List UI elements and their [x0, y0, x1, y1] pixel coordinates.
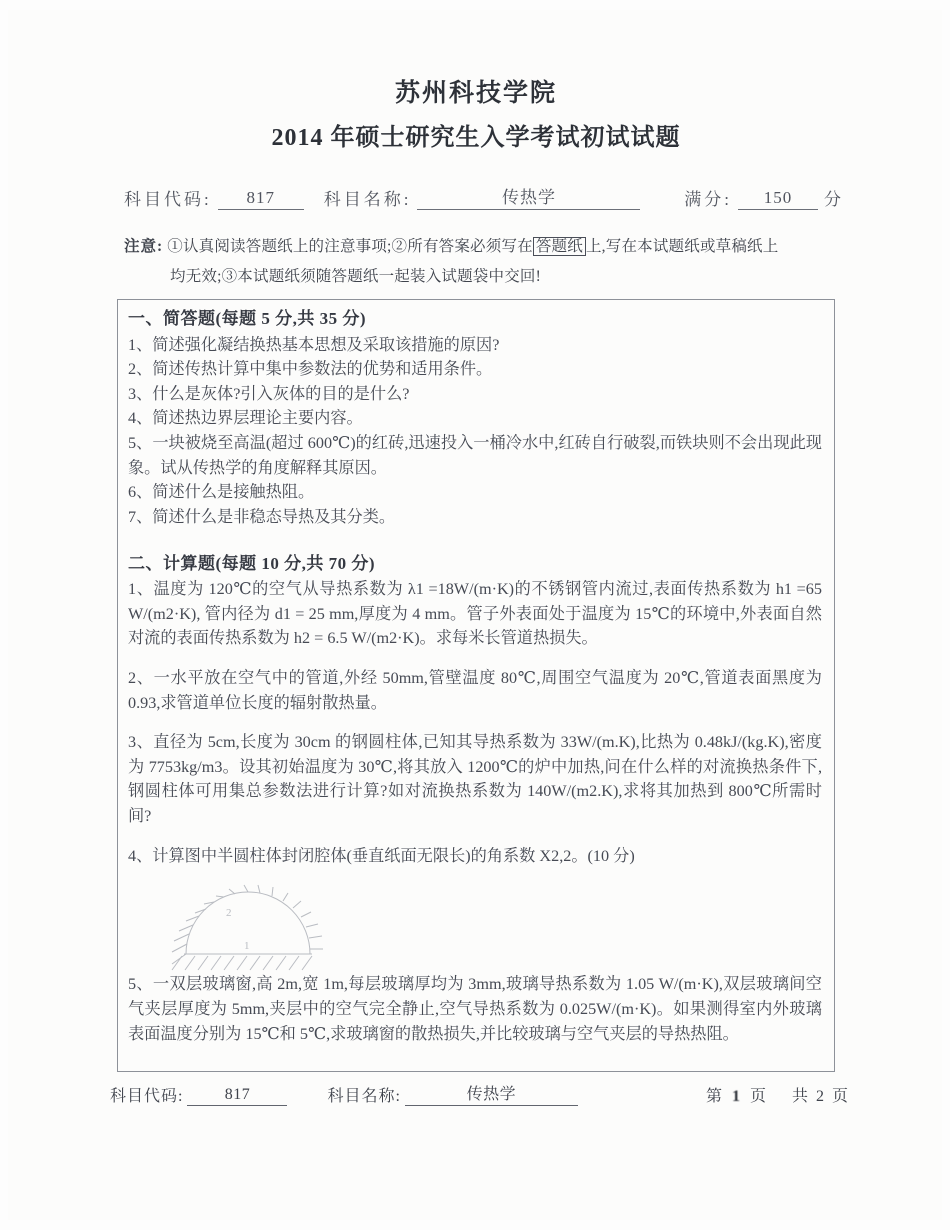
notice-line-1 — [124, 232, 836, 262]
semicircle-enclosure-figure — [148, 874, 822, 972]
section1-question-3: 3、什么是灰体?引入灰体的目的是什么? — [128, 384, 410, 403]
notice-text-b: 上,写在本试题纸或草稿纸上 — [585, 238, 779, 255]
semicircle-diagram-svg — [148, 874, 448, 972]
full-score-value: 150 — [738, 188, 818, 210]
footer-subject-code-label: 科目代码: — [110, 1088, 184, 1105]
notice-text-a: ①认真阅读答题纸上的注意事项;②所有答案必须写在 — [167, 238, 533, 255]
total-pages-indicator — [792, 1083, 850, 1106]
total-suffix: 页 — [831, 1088, 850, 1105]
subject-info-line — [124, 182, 844, 210]
section2-question-1: 1、温度为 120℃的空气从导热系数为 λ1 =18W/(m·K)的不锈钢管内流过,表面传热系数为 h1 =65 W/(m2·K), 管内径为 d1 = 25 mm,厚度为 4 mm。管子外表面处于温度为 15℃的环境中,外表面自然对流的表面传热系数为 h2 = 6.5 W/(m2·K)。求每米长管道热损失。 — [128, 580, 822, 648]
total-prefix: 共 — [791, 1088, 810, 1105]
section1-question-7: 7、简述什么是非稳态导热及其分类。 — [128, 507, 396, 526]
section2-question-4: 4、计算图中半圆柱体封闭腔体(垂直纸面无限长)的角系数 X2,2。(10 分) — [128, 846, 635, 865]
full-score-unit: 分 — [824, 190, 844, 209]
notice-label: 注意: — [124, 238, 164, 255]
notice-line-2: 均无效;③本试题纸须随答题纸一起装入试题袋中交回! — [170, 268, 541, 286]
section-2-title: 二、计算题(每题 10 分,共 70 分) — [128, 553, 376, 573]
section2-question-5: 5、一双层玻璃窗,高 2m,宽 1m,每层玻璃厚均为 3mm,玻璃导热系数为 1.05 W/(m·K),双层玻璃间空气夹层厚度为 5mm,夹层中的空气完全静止,空气导热系数为 0.025W/(m·K)。如果测得室内外玻璃表面温度分别为 15℃和 5℃,求玻璃窗的散热损失,并比较玻璃与空气夹层的导热热阻。 — [128, 975, 822, 1043]
section1-question-5: 5、一块被烧至高温(超过 600℃)的红砖,迅速投入一桶冷水中,红砖自行破裂,而铁块则不会出现此现象。试从传热学的角度解释其原因。 — [128, 434, 822, 477]
footer-subject-name-label: 科目名称: — [327, 1088, 401, 1105]
page-indicator — [706, 1083, 768, 1106]
questions-frame — [117, 299, 835, 1072]
section1-question-2: 2、简述传热计算中集中参数法的优势和适用条件。 — [128, 360, 493, 379]
subject-code-label: 科目代码: — [124, 190, 212, 209]
section2-question-3: 3、直径为 5cm,长度为 30cm 的钢圆柱体,已知其导热系数为 33W/(m.K),比热为 0.48kJ/(kg.K),密度为 7753kg/m3。设其初始温度为 30℃,将其放入 1200℃的炉中加热,问在什么样的对流换热条件下,钢圆柱体可用集总参数法进行计算?如对流换热系数为 140W/(m2.K),求将其加热到 800℃所需时间? — [128, 733, 822, 825]
spacer — [128, 829, 822, 844]
section1-question-1: 1、简述强化凝结换热基本思想及采取该措施的原因? — [128, 335, 500, 354]
page-prefix: 第 — [705, 1088, 724, 1105]
document-header — [117, 78, 835, 153]
spacer — [128, 651, 822, 666]
spacer — [128, 715, 822, 730]
notice-block — [124, 232, 836, 292]
subject-name-value: 传热学 — [417, 183, 640, 210]
footer-subject-name-value: 传热学 — [405, 1081, 578, 1106]
page-suffix: 页 — [749, 1088, 768, 1105]
figure-label-surface-1: 1 — [244, 940, 250, 953]
subject-name-label: 科目名称: — [323, 190, 412, 209]
total-pages-value: 2 — [815, 1088, 826, 1105]
document-footer — [110, 1076, 850, 1106]
section1-question-4: 4、简述热边界层理论主要内容。 — [128, 409, 363, 428]
notice-boxed-term: 答题纸 — [533, 237, 586, 256]
section2-question-2: 2、一水平放在空气中的管道,外经 50mm,管壁温度 80℃,周围空气温度为 20℃,管道表面黑度为 0.93,求管道单位长度的辐射散热量。 — [128, 668, 822, 712]
section-1-title: 一、简答题(每题 5 分,共 35 分) — [128, 309, 367, 328]
exam-title: 2014 年硕士研究生入学考试初试试题 — [271, 125, 681, 152]
university-name: 苏州科技学院 — [394, 80, 557, 107]
section1-question-6: 6、简述什么是接触热阻。 — [128, 483, 315, 502]
full-score-label: 满分: — [684, 190, 732, 209]
figure-label-surface-2: 2 — [226, 907, 232, 920]
subject-code-value: 817 — [218, 188, 304, 210]
footer-subject-code-value: 817 — [187, 1086, 287, 1106]
page-number: 1 — [731, 1088, 742, 1105]
